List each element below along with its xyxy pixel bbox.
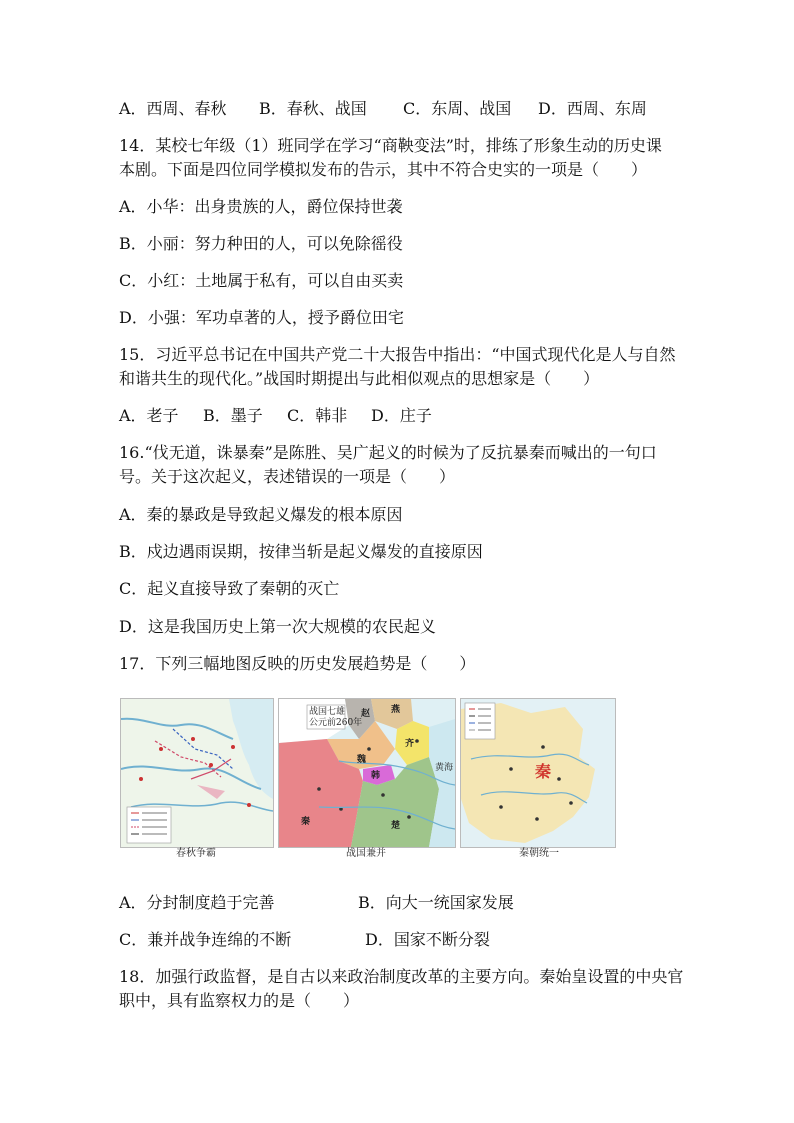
q17-stem: 17．下列三幅地图反映的历史发展趋势是（ ） [119, 654, 476, 673]
q16-stem-line2: 号。关于这次起义，表述错误的一项是（ ） [119, 467, 456, 486]
q13-option-b[interactable]: B．春秋、战国 [259, 99, 367, 118]
q17-option-a[interactable]: A．分封制度趋于完善 [119, 893, 275, 912]
q16-option-d[interactable]: D．这是我国历史上第一次大规模的农民起义 [119, 617, 436, 636]
q13-option-d[interactable]: D．西周、东周 [538, 99, 647, 118]
map-chunqiu-drawing [121, 699, 273, 847]
state-yan: 燕 [391, 705, 401, 715]
state-qi: 齐 [405, 739, 415, 749]
q16-option-c[interactable]: C．起义直接导致了秦朝的灭亡 [119, 579, 340, 598]
map-qin-label: 秦 [535, 762, 552, 781]
q15-stem-line1: 15．习近平总书记在中国共产党二十大报告中指出：“中国式现代化是人与自然 [119, 345, 676, 364]
map-qin [460, 698, 616, 848]
q17-option-c[interactable]: C．兼并战争连绵的不断 [119, 930, 292, 949]
q13-option-a[interactable]: A．西周、春秋 [119, 99, 227, 118]
q14-stem-line2: 本剧。下面是四位同学模拟发布的告示，其中不符合史实的一项是（ ） [119, 160, 648, 179]
state-qin: 秦 [301, 817, 311, 827]
q18-stem-line1: 18．加强行政监督，是自古以来政治制度改革的主要方向。秦始皇设置的中央官 [119, 967, 684, 986]
q15-option-d[interactable]: D．庄子 [371, 406, 432, 425]
map-zhanguo-title-line2: 公元前260年 [309, 718, 363, 728]
q14-option-a[interactable]: A．小华：出身贵族的人，爵位保持世袭 [119, 197, 403, 216]
q14-option-c[interactable]: C．小红：土地属于私有，可以自由买卖 [119, 271, 404, 290]
sea-huanghai: 黄海 [435, 763, 454, 773]
q15-stem-line2: 和谐共生的现代化。”战国时期提出与此相似观点的思想家是（ ） [119, 369, 600, 388]
state-wei: 魏 [357, 755, 367, 765]
state-zhao: 赵 [361, 709, 371, 719]
q15-option-c[interactable]: C．韩非 [287, 406, 348, 425]
map-zhanguo-caption: 战国兼并 [346, 848, 386, 859]
q17-option-d[interactable]: D．国家不断分裂 [365, 930, 490, 949]
q14-option-b[interactable]: B．小丽：努力种田的人，可以免除徭役 [119, 234, 403, 253]
map-zhanguo [278, 698, 456, 848]
map-chunqiu-caption: 春秋争霸 [176, 848, 216, 859]
q15-option-a[interactable]: A．老子 [119, 406, 179, 425]
q13-option-c[interactable]: C．东周、战国 [403, 99, 512, 118]
q15-option-b[interactable]: B．墨子 [203, 406, 263, 425]
q16-stem-line1: 16.“伐无道，诛暴秦”是陈胜、吴广起义的时候为了反抗暴秦而喊出的一句口 [119, 443, 657, 462]
state-han: 韩 [371, 771, 381, 781]
q14-stem-line1: 14．某校七年级（1）班同学在学习“商鞅变法”时，排练了形象生动的历史课 [119, 136, 662, 155]
map-chunqiu [120, 698, 274, 848]
q14-option-d[interactable]: D．小强：军功卓著的人，授予爵位田宅 [119, 308, 404, 327]
q16-option-b[interactable]: B．戍边遇雨误期，按律当斩是起义爆发的直接原因 [119, 542, 483, 561]
map-qin-caption: 秦朝统一 [519, 848, 559, 859]
q16-option-a[interactable]: A．秦的暴政是导致起义爆发的根本原因 [119, 505, 403, 524]
q17-option-b[interactable]: B．向大一统国家发展 [358, 893, 514, 912]
q18-stem-line2: 职中，具有监察权力的是（ ） [119, 991, 360, 1010]
q17-map-figure [120, 698, 616, 863]
state-chu: 楚 [391, 821, 401, 831]
map-zhanguo-title-line1: 战国七雄 [309, 707, 346, 717]
